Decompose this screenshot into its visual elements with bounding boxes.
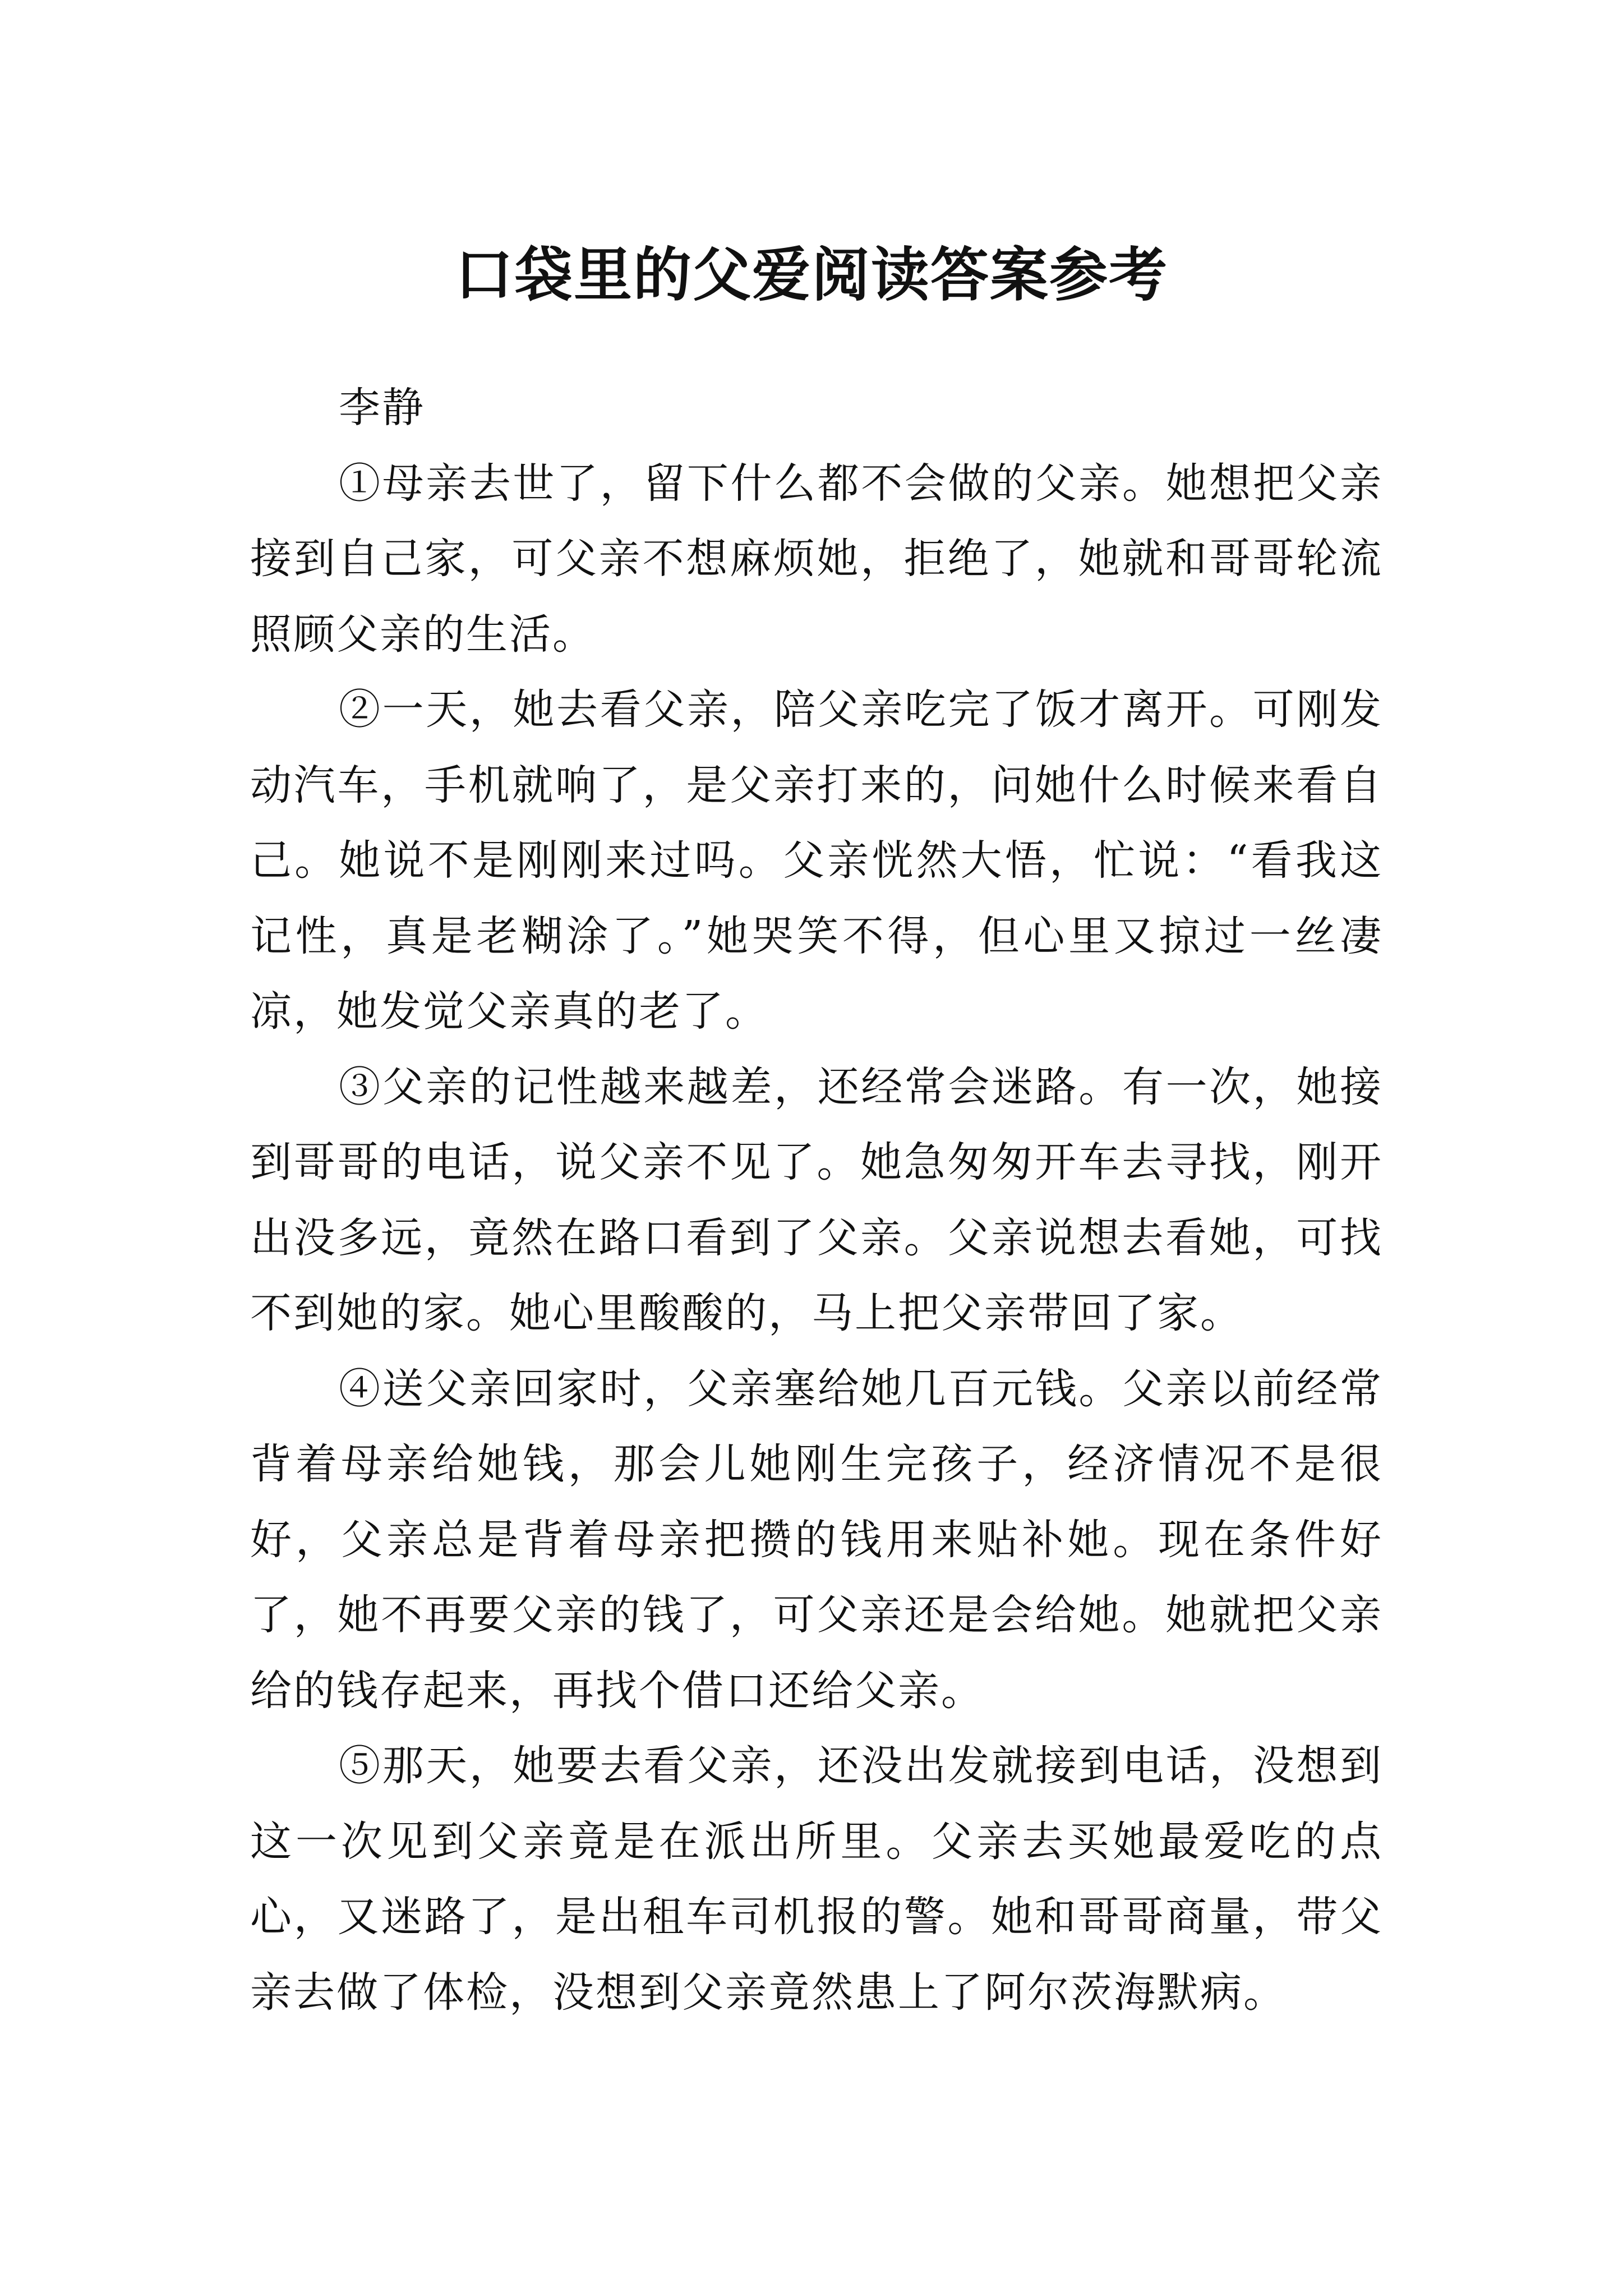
document-body (250, 370, 1383, 2030)
paragraph-3: ③父亲的记性越来越差，还经常会迷路。有一次，她接到哥哥的电话，说父亲不见了。她急匆匆开车去寻找，刚开出没多远，竟然在路口看到了父亲。父亲说想去看她，可找不到她的家。她心里酸酸的，马上把父亲带回了家。 (250, 1062, 1383, 1337)
paragraph-2: ②一天，她去看父亲，陪父亲吃完了饭才离开。可刚发动汽车，手机就响了，是父亲打来的，问她什么时候来看自己。她说不是刚刚来过吗。父亲恍然大悟，忙说：“看我这记性，真是老糊涂了。”她哭笑不得，但心里又掠过一丝凄凉，她发觉父亲真的老了。 (250, 685, 1383, 1036)
paragraph-1: ①母亲去世了，留下什么都不会做的父亲。她想把父亲接到自己家，可父亲不想麻烦她，拒绝了，她就和哥哥轮流照顾父亲的生活。 (250, 459, 1383, 659)
author-name: 李静 (339, 384, 425, 432)
paragraph-5: ⑤那天，她要去看父亲，还没出发就接到电话，没想到这一次见到父亲竟是在派出所里。父亲去买她最爱吃的点心，又迷路了，是出租车司机报的警。她和哥哥商量，带父亲去做了体检，没想到父亲竟然患上了阿尔茨海默病。 (250, 1742, 1383, 2017)
document-title: 口袋里的父爱阅读答案参考 (454, 240, 1168, 309)
paragraph-4: ④送父亲回家时，父亲塞给她几百元钱。父亲以前经常背着母亲给她钱，那会儿她刚生完孩子，经济情况不是很好，父亲总是背着母亲把攒的钱用来贴补她。现在条件好了，她不再要父亲的钱了，可父亲还是会给她。她就把父亲给的钱存起来，再找个借口还给父亲。 (250, 1364, 1383, 1715)
